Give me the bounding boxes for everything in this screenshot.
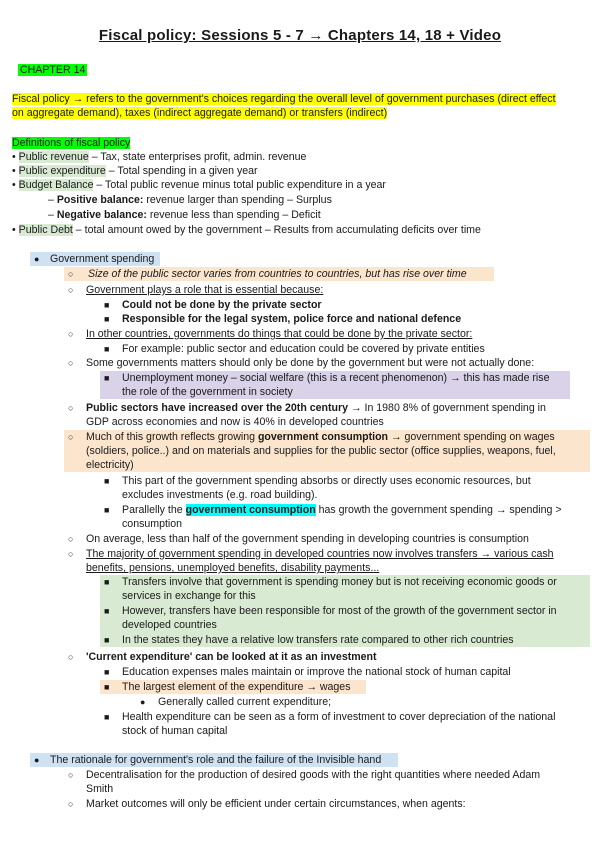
intro-line-1: Fiscal policy → refers to the government's choices regarding the overall level of government purchases (direct effect [12,93,556,105]
definition-term: Public revenue [18,151,89,163]
list-item: Health expenditure can be seen as a form of investment to cover depreciation of the national [122,711,556,723]
bullet-square: ■ [104,635,110,645]
list-item: On average, less than half of the government spending in developing countries is consumption [86,533,529,545]
bullet-square: ■ [104,314,110,324]
list-item: Government plays a role that is essential because: [86,284,324,296]
list-item: In other countries, governments do things that could be done by the private sector: [86,328,473,340]
definition-positive-balance: – Positive balance: revenue larger than spending – Surplus [48,194,332,206]
chapter-label: CHAPTER 14 [20,64,86,76]
list-item: Generally called current expenditure; [158,696,332,708]
definitions-heading: Definitions of fiscal policy [12,137,131,149]
bullet-circle: ○ [68,358,74,368]
definition-row: • Public expenditure – Total spending in a given year [12,165,258,177]
list-item-continued: electricity) [86,459,134,471]
list-item: Unemployment money – social welfare (this is a recent phenomenon) → this has made rise [122,372,550,384]
bullet-circle: ○ [68,329,74,339]
bullet-circle: ○ [68,403,74,413]
bullet-circle: ○ [68,799,74,809]
definition-term: Public expenditure [18,165,106,177]
bullet-circle: ○ [68,534,74,544]
definition-row: • Public Debt – total amount owed by the government – Results from accumulating deficits over time [12,224,481,236]
bullet-circle: ○ [68,549,74,559]
bullet-square: ■ [104,606,110,616]
bullet-dot: ● [34,755,40,765]
bullet-circle: ○ [68,770,74,780]
list-item-continued: benefits, pensions, unemployed benefits, disability payments... [86,562,380,574]
definition-row: • Budget Balance – Total public revenue minus total public expenditure in a year [12,179,386,191]
list-item-continued: consumption [122,518,183,530]
list-item-continued: stock of human capital [122,725,228,737]
definition-term: Budget Balance [18,179,94,191]
list-item: Parallelly the government consumption has growth the government spending → spending > [122,504,562,516]
bullet-square: ■ [104,712,110,722]
bullet-square: ■ [104,667,110,677]
bullet-square: ■ [104,682,110,692]
list-item: Decentralisation for the production of desired goods with the right quantities where needed Adam [86,769,541,781]
bullet-square: ■ [104,505,110,515]
list-item-continued: excludes investments (e.g. road building). [122,489,318,501]
list-item: This part of the government spending absorbs or directly uses economic resources, but [122,475,531,487]
list-item: Responsible for the legal system, police force and national defence [122,313,462,325]
list-item-continued: developed countries [122,619,217,631]
page-title: Fiscal policy: Sessions 5 - 7 → Chapters 14, 18 + Video [98,27,502,44]
bullet-circle: ○ [68,285,74,295]
bullet-square: ■ [104,476,110,486]
list-item: However, transfers have been responsible for most of the growth of the government sector in [122,605,557,617]
definition-term: Public Debt [18,224,73,236]
list-item: Transfers involve that government is spending money but is not receiving economic goods or [122,576,557,588]
section-heading-rationale: The rationale for government's role and the failure of the Invisible hand [50,754,382,766]
list-item: Education expenses males maintain or improve the national stock of human capital [122,666,511,678]
definition-negative-balance: – Negative balance: revenue less than spending – Deficit [48,209,321,221]
bullet-circle: ○ [68,432,74,442]
definition-row: • Public revenue – Tax, state enterprises profit, admin. revenue [12,151,307,163]
list-item-continued: Smith [86,783,114,795]
list-item-continued: services in exchange for this [122,590,256,602]
list-item-continued: the role of the government in society [122,386,293,398]
list-item: Market outcomes will only be efficient under certain circumstances, when agents: [86,798,466,810]
bullet-circle: ○ [68,269,74,279]
bullet-dot: ● [34,254,40,264]
list-item: Public sectors have increased over the 20th century → In 1980 8% of government spending in [86,402,546,414]
list-item: For example: public sector and education could be covered by private entities [122,343,485,355]
list-item: Could not be done by the private sector [122,299,322,311]
bullet-square: ■ [104,344,110,354]
section-heading-government-spending: Government spending [50,253,155,265]
list-item: Much of this growth reflects growing government consumption → government spending on wages [86,431,555,443]
list-item: 'Current expenditure' can be looked at it as an investment [86,651,377,663]
bullet-square: ■ [104,373,110,383]
bullet-square: ■ [104,300,110,310]
list-item: The largest element of the expenditure → wages [122,681,351,693]
list-item: Some governments matters should only be done by the government but were not actually done: [86,357,535,369]
list-item: The majority of government spending in developed countries now involves transfers → various cash [86,548,554,560]
list-item-continued: GDP across economies and now is 40% in developed countries [86,416,384,428]
list-item: Size of the public sector varies from countries to countries, but has rise over time [88,268,467,280]
bullet-circle: ○ [68,652,74,662]
list-item: In the states they have a relative low transfers rate compared to other rich countries [122,634,514,646]
bullet-square: ■ [104,577,110,587]
intro-line-2: on aggregate demand), taxes (indirect aggregate demand) or transfers (indirect) [12,107,388,119]
chapter-heading [18,63,87,77]
bullet-dot: ● [140,697,146,707]
list-item-continued: (soldiers, police..) and on materials and supplies for the public sector (office supplies, weapons, fuel, [86,445,556,457]
